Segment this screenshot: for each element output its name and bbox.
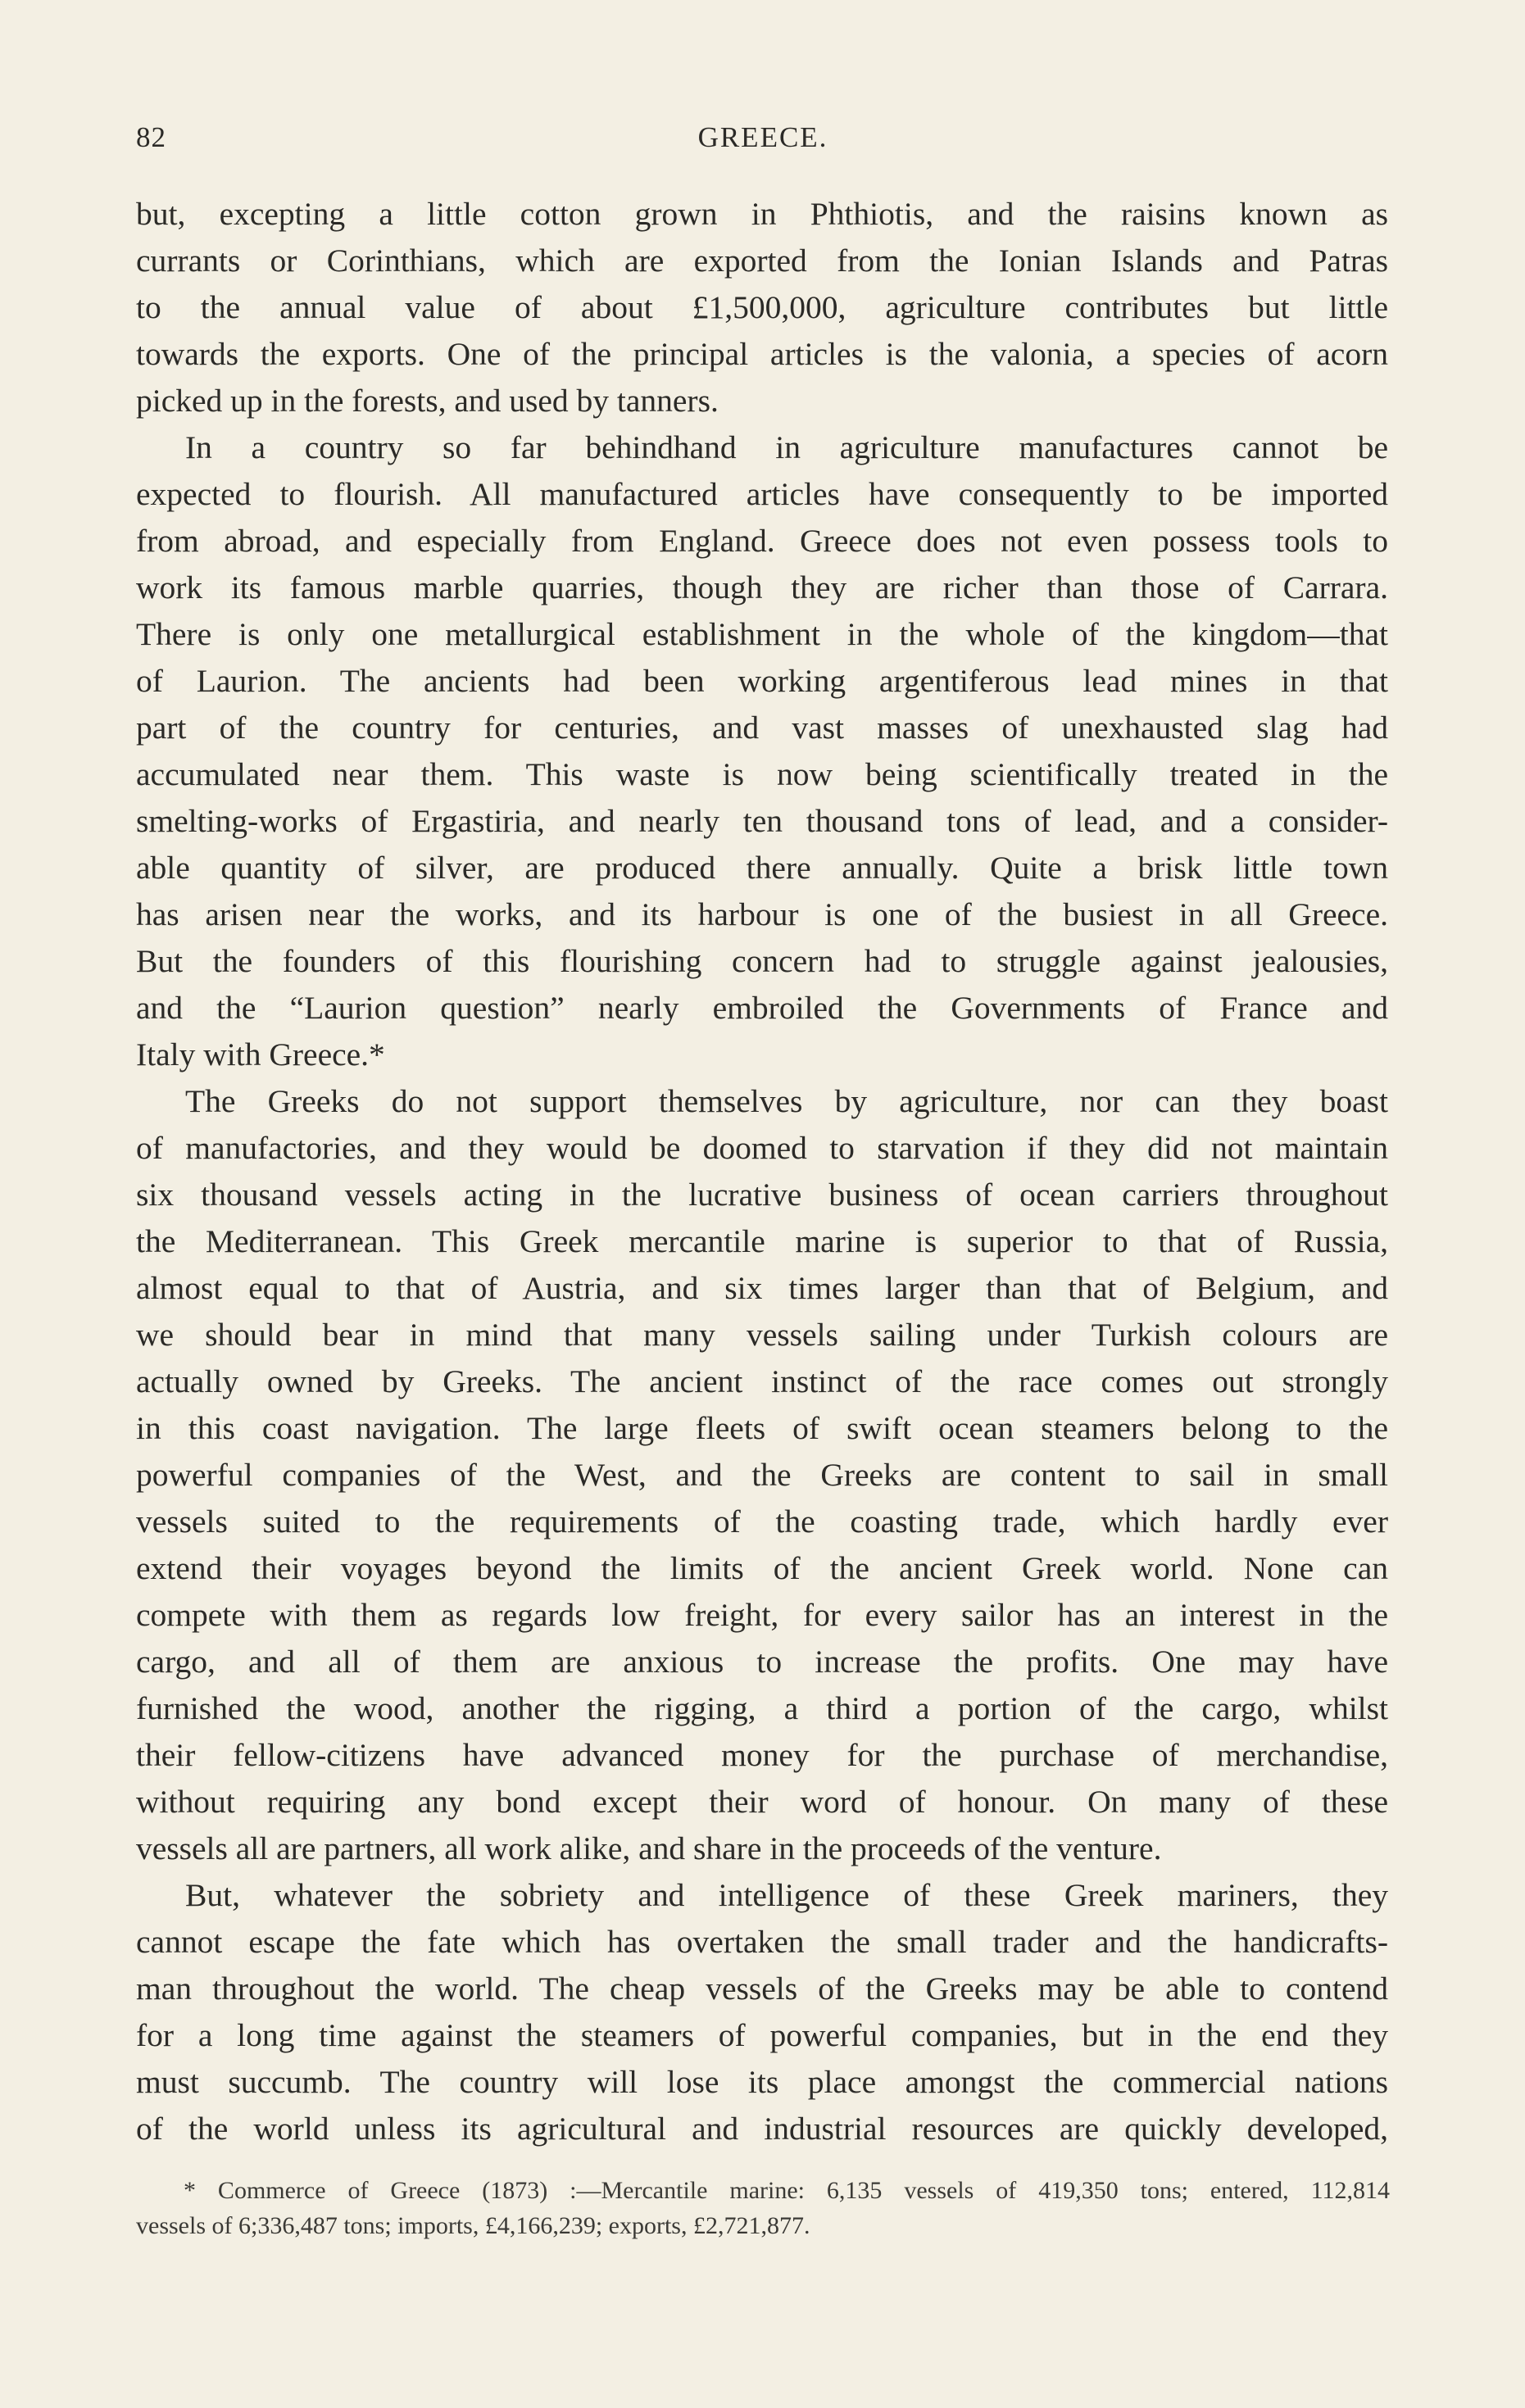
text-line: smelting-works of Ergastiria, and nearly ten thousand tons of lead, and a consider-: [136, 803, 1388, 839]
text-line: vessels all are partners, all work alike, and share in the proceeds of the venture.: [136, 1830, 1162, 1866]
text-line: accumulated near them. This waste is now being scientifically treated in the: [136, 756, 1388, 792]
text-line: but, excepting a little cotton grown in Phthiotis, and the raisins known as: [136, 196, 1388, 232]
text-line: for a long time against the steamers of powerful companies, but in the end they: [136, 2017, 1388, 2053]
paragraph: [136, 1078, 1388, 1872]
text-line: in this coast navigation. The large fleets of swift ocean steamers belong to the: [136, 1410, 1388, 1446]
text-line: their fellow-citizens have advanced money for the purchase of merchandise,: [136, 1737, 1388, 1773]
text-line: expected to flourish. All manufactured articles have consequently to be imported: [136, 476, 1388, 512]
text-line: There is only one metallurgical establishment in the whole of the kingdom—that: [136, 616, 1388, 652]
paragraph: [136, 1872, 1388, 2152]
text-line: In a country so far behindhand in agriculture manufactures cannot be: [185, 429, 1388, 465]
text-line: actually owned by Greeks. The ancient instinct of the race comes out strongly: [136, 1363, 1388, 1399]
text-line: currants or Corinthians, which are exported from the Ionian Islands and Patras: [136, 243, 1388, 279]
text-line: of Laurion. The ancients had been working argentiferous lead mines in that: [136, 663, 1388, 699]
text-line: But the founders of this flourishing concern had to struggle against jealousies,: [136, 943, 1388, 979]
text-line: we should bear in mind that many vessels sailing under Turkish colours are: [136, 1317, 1388, 1353]
text-line: of the world unless its agricultural and industrial resources are quickly developed,: [136, 2111, 1388, 2147]
text-line: Italy with Greece.*: [136, 1036, 385, 1072]
text-line: the Mediterranean. This Greek mercantile marine is superior to that of Russia,: [136, 1223, 1388, 1259]
page-number: 82: [136, 121, 166, 153]
text-line: has arisen near the works, and its harbour is one of the busiest in all Greece.: [136, 896, 1388, 932]
text-line: and the “Laurion question” nearly embroiled the Governments of France and: [136, 990, 1388, 1026]
text-line: towards the exports. One of the principal articles is the valonia, a species of acorn: [136, 336, 1388, 372]
text-line: cargo, and all of them are anxious to increase the profits. One may have: [136, 1644, 1388, 1680]
text-line: vessels suited to the requirements of the coasting trade, which hardly ever: [136, 1503, 1388, 1540]
text-line: man throughout the world. The cheap vessels of the Greeks may be able to contend: [136, 1970, 1388, 2007]
footnote-line: vessels of 6;336,487 tons; imports, £4,166,239; exports, £2,721,877.: [136, 2212, 810, 2239]
paragraph: [136, 191, 1388, 424]
text-line: work its famous marble quarries, though they are richer than those of Carrara.: [136, 569, 1388, 605]
text-line: of manufactories, and they would be doomed to starvation if they did not maintain: [136, 1130, 1388, 1166]
footnote: [136, 2173, 1390, 2243]
text-line: cannot escape the fate which has overtaken the small trader and the handicrafts-: [136, 1924, 1388, 1960]
text-line: part of the country for centuries, and vast masses of unexhausted slag had: [136, 710, 1388, 746]
text-line: picked up in the forests, and used by tanners.: [136, 383, 719, 419]
text-line: able quantity of silver, are produced there annually. Quite a brisk little town: [136, 850, 1388, 886]
text-line: powerful companies of the West, and the Greeks are content to sail in small: [136, 1457, 1388, 1493]
footnote-line: * Commerce of Greece (1873) :—Mercantile marine: 6,135 vessels of 419,350 tons; entered, 112,814: [184, 2177, 1390, 2204]
text-line: The Greeks do not support themselves by agriculture, nor can they boast: [185, 1083, 1388, 1119]
body-text: [136, 191, 1388, 2152]
text-line: without requiring any bond except their word of honour. On many of these: [136, 1784, 1388, 1820]
running-head: [136, 121, 1390, 162]
text-line: But, whatever the sobriety and intelligence of these Greek mariners, they: [185, 1877, 1388, 1913]
text-line: from abroad, and especially from England. Greece does not even possess tools to: [136, 523, 1388, 559]
paragraph: [136, 424, 1388, 1078]
text-line: compete with them as regards low freight, for every sailor has an interest in the: [136, 1597, 1388, 1633]
text-line: extend their voyages beyond the limits of the ancient Greek world. None can: [136, 1550, 1388, 1586]
running-title: GREECE.: [697, 121, 828, 153]
text-line: to the annual value of about £1,500,000, agriculture contributes but little: [136, 289, 1388, 325]
text-line: furnished the wood, another the rigging, a third a portion of the cargo, whilst: [136, 1690, 1388, 1726]
text-line: almost equal to that of Austria, and six times larger than that of Belgium, and: [136, 1270, 1388, 1306]
text-line: six thousand vessels acting in the lucrative business of ocean carriers throughout: [136, 1177, 1388, 1213]
text-line: must succumb. The country will lose its place amongst the commercial nations: [136, 2064, 1388, 2100]
